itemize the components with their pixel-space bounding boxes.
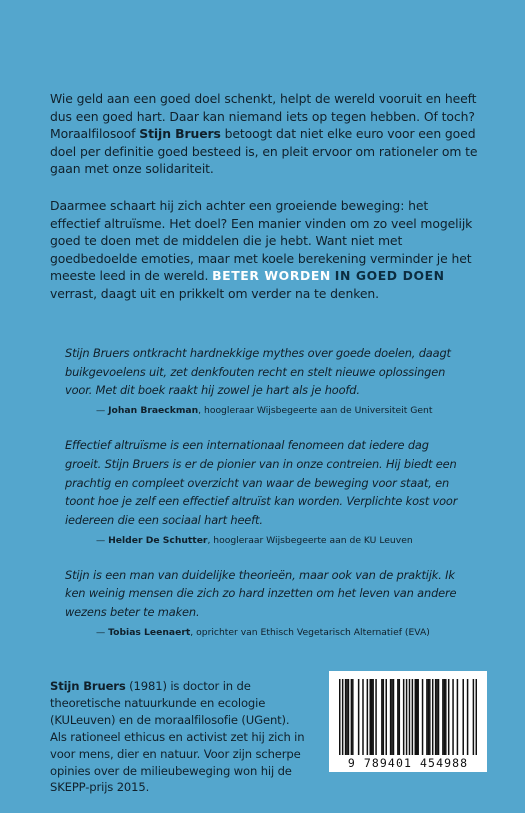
quote-text: Stijn Bruers ontkracht hardnekkige mythes over goede doelen, daagt buikgevoelens uit, zet denkfouten recht en stelt nieuwe oplossingen voor. Met dit boek raakt hij zowel je hart als je hoofd. — [65, 346, 451, 398]
barcode-bar — [399, 679, 401, 755]
barcode-bar — [372, 679, 374, 755]
endorsement-quote — [65, 566, 465, 640]
barcode-bar — [390, 679, 392, 755]
barcode-bar — [385, 679, 387, 755]
barcode-bar — [416, 679, 418, 755]
blurb-text: Daarmee schaart hij zich achter een groeiende beweging: het effectief altruïsme. Het doel? Een manier vinden om zo veel mogelijk goed te doen met de middelen die je hebt. Want niet met goedbedoelde emoties, maar met koele berekening verminder je het meeste leed in de wereld. — [50, 197, 473, 284]
endorser-role: , hoogleraar Wijsbegeerte aan de KU Leuven — [207, 534, 413, 546]
barcode-bar — [397, 679, 399, 755]
barcode-bar — [436, 679, 438, 755]
endorsements — [65, 344, 465, 658]
barcode-bar — [391, 679, 393, 755]
quote-attribution — [65, 534, 465, 548]
barcode-bar — [342, 679, 344, 755]
barcode-bar — [444, 679, 446, 755]
endorser-name: Tobias Leenaert — [108, 626, 191, 638]
barcode-bar — [345, 679, 347, 755]
barcode-bar — [348, 679, 350, 755]
barcode-bar — [383, 679, 385, 755]
barcode-bar — [403, 679, 405, 755]
barcode-bar — [429, 679, 431, 755]
barcode-bar — [457, 679, 459, 755]
barcode-bar — [346, 679, 348, 755]
barcode-bar — [426, 679, 428, 755]
blurb-paragraph-2 — [50, 197, 480, 303]
book-title-dark: IN GOED DOEN — [334, 268, 445, 284]
barcode-bar — [452, 679, 454, 755]
book-title-highlight: BETER WORDEN — [212, 268, 331, 284]
barcode-bar — [435, 679, 437, 755]
blurb-text: betoogt dat niet elke euro voor een goed doel per definitie goed besteed is, en pleit ervoor om rationeler om te gaan met onze solidariteit. — [50, 126, 478, 177]
endorser-name: Helder De Schutter — [108, 534, 208, 546]
barcode-bar — [352, 679, 354, 755]
endorsement-quote — [65, 436, 465, 548]
isbn-barcode — [329, 671, 487, 772]
barcode-bar — [351, 679, 353, 755]
barcode-bar — [432, 679, 434, 755]
author-name: Stijn Bruers — [139, 126, 221, 142]
attribution-dash: — — [96, 534, 109, 546]
barcode-bar — [445, 679, 447, 755]
blurb-text: Wie geld aan een goed doel schenkt, helpt de wereld vooruit en heeft dus een goed hart. Daar kan niemand iets op tegen hebben. Of toch? Moraalfilosoof — [50, 91, 477, 142]
endorser-name: Johan Braeckman — [108, 405, 199, 417]
quote-attribution — [65, 626, 465, 640]
barcode-bar — [375, 679, 377, 755]
bio-text: (1981) is doctor in de theoretische natuurkunde en ecologie (KULeuven) en de moraalfilosofie (UGent). Als rationeel ethicus en activist zet hij zich in voor mens, dier en natuur. Voor zijn scherpe opinies over de milieubeweging won hij de SKEPP-prijs 2015. — [50, 679, 305, 795]
barcode-bar — [476, 679, 477, 755]
barcode-bar — [339, 679, 341, 755]
blurb — [50, 90, 480, 322]
barcode-bar — [417, 679, 419, 755]
barcode-bar — [442, 679, 444, 755]
barcode-bar — [473, 679, 475, 755]
barcode-bar — [393, 679, 395, 755]
quote-text: Stijn is een man van duidelijke theorieën, maar ook van de praktijk. Ik ken weinig mensen die zich zo hard inzetten om het leven van andere wezens beter te maken. — [65, 567, 457, 620]
barcode-bar — [422, 679, 424, 755]
endorser-role: , hoogleraar Wijsbegeerte aan de Universiteit Gent — [198, 405, 433, 417]
barcode-bar — [462, 679, 464, 755]
endorser-role: , oprichter van Ethisch Vegetarisch Alternatief (EVA) — [190, 626, 430, 638]
attribution-dash: — — [96, 405, 109, 417]
endorsement-quote — [65, 344, 465, 418]
bio-author-name: Stijn Bruers — [50, 679, 126, 693]
barcode-bar — [428, 679, 430, 755]
barcode-bar — [467, 679, 469, 755]
barcode-bars — [339, 679, 477, 755]
author-bio — [50, 678, 308, 796]
barcode-bar — [381, 679, 383, 755]
barcode-bar — [358, 679, 360, 755]
barcode-bar — [448, 679, 450, 755]
barcode-bar — [409, 679, 411, 755]
blurb-paragraph-1 — [50, 90, 480, 178]
barcode-bar — [362, 679, 364, 755]
barcode-bar — [367, 679, 369, 755]
quote-attribution — [65, 404, 465, 418]
barcode-bar — [438, 679, 440, 755]
quote-text: Effectief altruïsme is een internationaal fenomeen dat iedere dag groeit. Stijn Bruers is er de pionier van in onze contreien. Hij biedt een prachtig en compleet overzicht van waar de beweging voor staat, en toont hoe je zelf een effectief altruïst kan worden. Verplichte kost voor iedereen die een sociaal hart heeft. — [65, 438, 458, 527]
barcode-digits: 9 789401 454988 — [347, 756, 469, 770]
barcode-bar — [412, 679, 414, 755]
barcode-bar — [415, 679, 417, 755]
blurb-text: verrast, daagt uit en prikkelt om verder na te denken. — [50, 285, 379, 301]
barcode-bar — [370, 679, 372, 755]
attribution-dash: — — [96, 626, 109, 638]
barcode-bar — [371, 679, 373, 755]
barcode-bar — [406, 679, 408, 755]
